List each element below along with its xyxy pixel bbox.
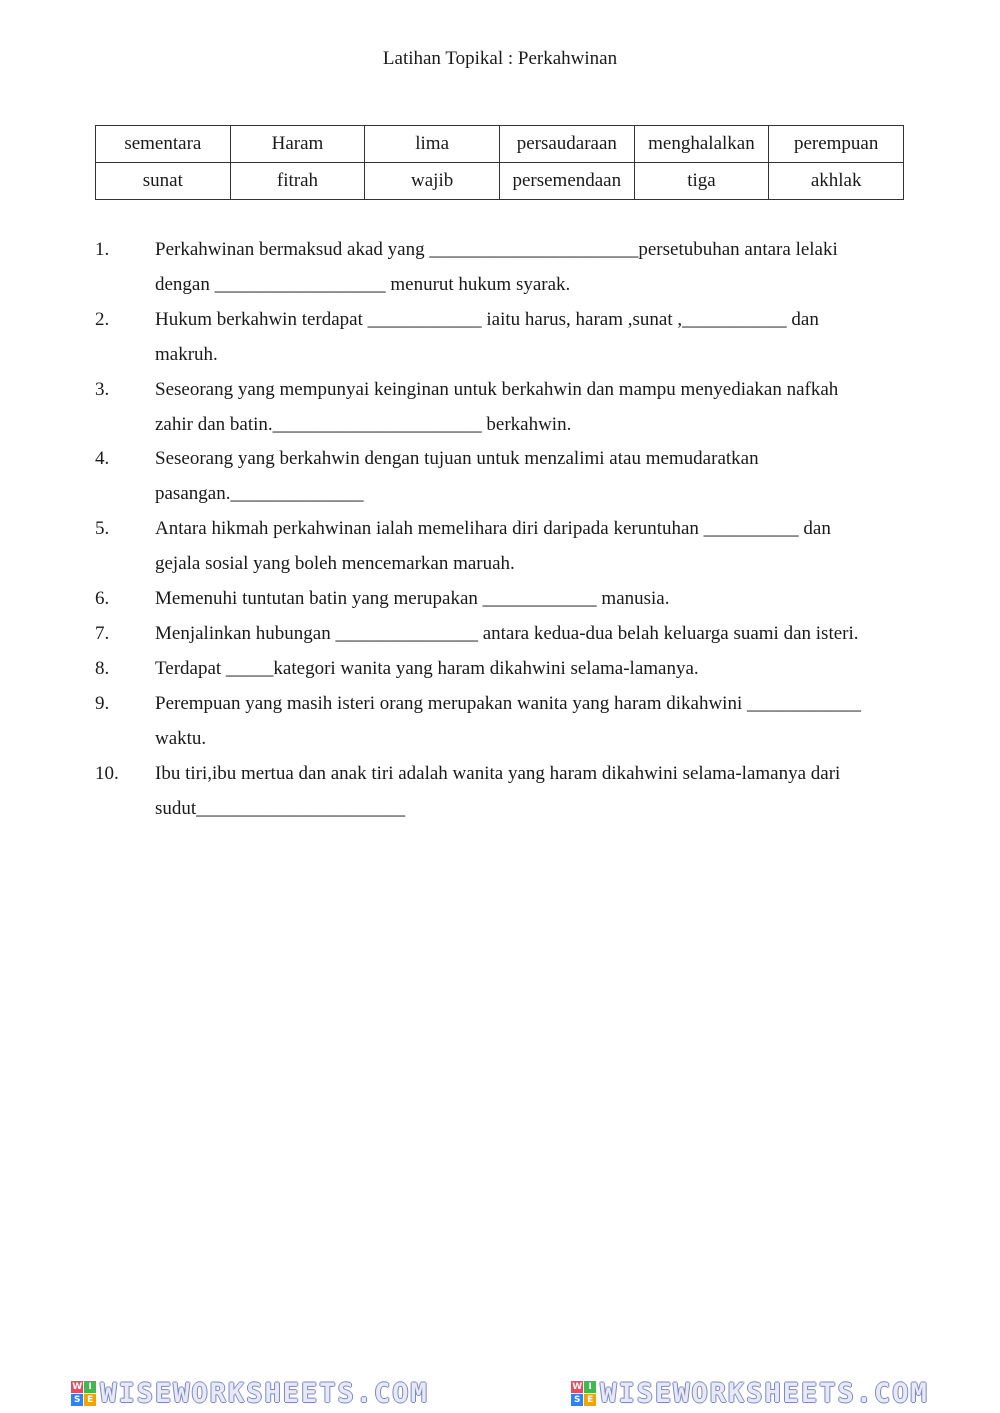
question-item [95,652,907,687]
logo-letter: E [584,1394,596,1406]
logo-letter: I [84,1381,96,1393]
question-list [95,233,907,826]
question-item [95,442,907,512]
question-number: 4. [95,448,110,470]
question-text: Seseorang yang berkahwin dengan tujuan untuk menzalimi atau memudaratkan pasangan.______________ [155,448,759,505]
question-item [95,687,907,757]
question-number: 9. [95,692,110,714]
word-bank-cell: wajib [365,163,500,200]
question-number: 2. [95,308,110,330]
word-bank-cell: sementara [96,126,231,163]
word-bank-row [96,163,904,200]
logo-letter: S [71,1394,83,1406]
question-item [95,373,907,443]
wise-logo-icon [571,1381,596,1406]
word-bank-cell: sunat [96,163,231,200]
brand-watermark [71,1378,429,1409]
footer-watermark [0,1377,1000,1409]
logo-letter: W [72,1381,83,1392]
logo-letter: S [571,1394,583,1406]
word-bank-cell: menghalalkan [634,126,769,163]
question-number: 3. [95,378,110,400]
question-text: Perkahwinan bermaksud akad yang ______________________persetubuhan antara lelaki dengan __________________ menurut hukum syarak. [155,239,838,295]
brand-watermark [571,1378,929,1409]
question-text: Seseorang yang mempunyai keinginan untuk berkahwin dan mampu menyediakan nafkah zahir dan batin.______________________ berkahwin. [155,378,839,435]
question-text: Perempuan yang masih isteri orang merupakan wanita yang haram dikahwini ____________ waktu. [155,692,861,749]
question-text: Ibu tiri,ibu mertua dan anak tiri adalah wanita yang haram dikahwini selama-lamanya dari sudut______________________ [155,762,841,819]
question-text: Memenuhi tuntutan batin yang merupakan ____________ manusia. [155,588,670,610]
question-number: 1. [95,239,110,260]
question-text: Menjalinkan hubungan _______________ antara kedua-dua belah keluarga suami dan isteri. [155,622,859,644]
question-number: 7. [95,622,110,644]
question-number: 10. [95,762,119,784]
word-bank-cell: lima [365,126,500,163]
question-item [95,757,907,827]
brand-text: WISEWORKSHEETS.COM [100,1377,429,1409]
wise-logo-icon [71,1381,96,1406]
page-title: Latihan Topikal : Perkahwinan [382,48,618,69]
question-number: 8. [95,657,110,679]
word-bank-cell: akhlak [769,163,904,200]
word-bank-cell: persemendaan [499,163,634,200]
logo-letter: W [572,1381,583,1392]
word-bank-cell: fitrah [230,163,365,200]
question-item [95,512,907,582]
question-item [95,582,907,617]
brand-text: WISEWORKSHEETS.COM [600,1377,929,1409]
word-bank-cell: tiga [634,163,769,200]
question-item [95,233,907,303]
word-bank-table [95,125,904,200]
word-bank-row [96,126,904,163]
logo-letter: I [584,1381,596,1393]
question-text: Hukum berkahwin terdapat ____________ iaitu harus, haram ,sunat ,___________ dan makruh. [155,308,819,365]
question-item [95,303,907,373]
word-bank-cell: Haram [230,126,365,163]
question-text: Antara hikmah perkahwinan ialah memelihara diri daripada keruntuhan __________ dan gejala sosial yang boleh mencemarkan maruah. [155,518,831,575]
question-number: 5. [95,518,110,540]
question-number: 6. [95,588,110,610]
question-text: Terdapat _____kategori wanita yang haram dikahwini selama-lamanya. [155,657,699,679]
word-bank-cell: persaudaraan [499,126,634,163]
question-item [95,617,907,652]
word-bank-cell: perempuan [769,126,904,163]
logo-letter: E [84,1394,96,1406]
